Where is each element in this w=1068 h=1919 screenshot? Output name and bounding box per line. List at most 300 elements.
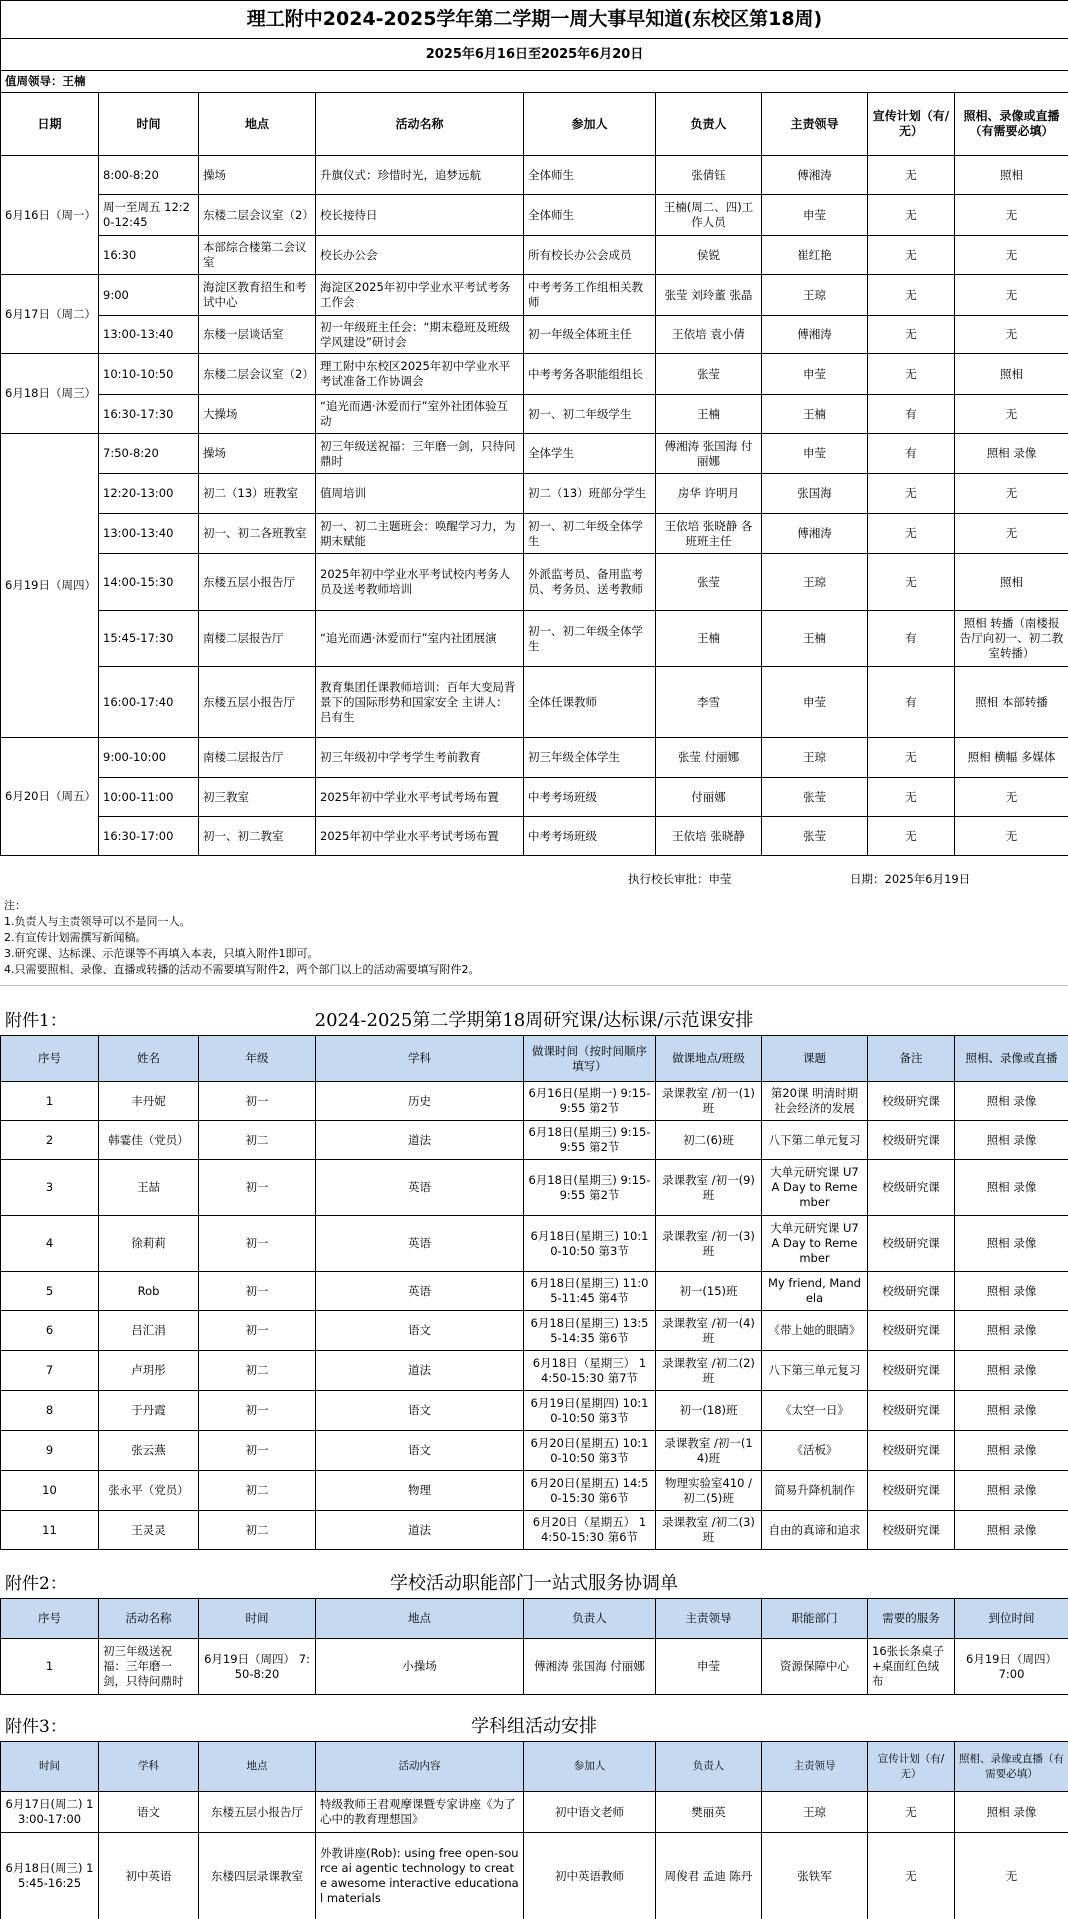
table-row bbox=[1, 1082, 1068, 1121]
column-header: 负责人 bbox=[656, 1742, 762, 1792]
appendix1-cell: 照相 录像 bbox=[955, 1431, 1068, 1471]
activity-cell: 2025年初中学业水平考试考场布置 bbox=[316, 817, 524, 856]
appendix1-cell: 初一 bbox=[199, 1311, 316, 1351]
appendix1-cell: 6月20日(星期五) 10:10-10:50 第3节 bbox=[524, 1431, 656, 1471]
section-label: 附件2： bbox=[5, 1574, 67, 1594]
place-cell: 海淀区教育招生和考试中心 bbox=[199, 275, 316, 316]
table-row bbox=[1, 1351, 1068, 1391]
table-row bbox=[1, 1833, 1068, 1919]
place-cell: 东楼一层谈话室 bbox=[199, 316, 316, 354]
activity-cell: “追光而遇·沐爱而行”室内社团展演 bbox=[316, 611, 524, 667]
media-cell: 无 bbox=[955, 275, 1068, 316]
appendix1-cell: 语文 bbox=[316, 1391, 524, 1431]
appendix1-heading bbox=[0, 1006, 1068, 1030]
appendix1-cell: 2 bbox=[1, 1121, 99, 1160]
leader-cell: 王琼 bbox=[762, 554, 868, 611]
time-cell: 16:30 bbox=[99, 236, 199, 275]
column-header: 地点 bbox=[316, 1599, 524, 1639]
place-cell: 操场 bbox=[199, 156, 316, 195]
appendix1-cell: 语文 bbox=[316, 1311, 524, 1351]
table-row bbox=[1, 434, 1068, 474]
appendix1-cell: 张云燕 bbox=[99, 1431, 199, 1471]
appendix1-cell: 《带上她的眼睛》 bbox=[762, 1311, 868, 1351]
day-cell: 6月17日（周二） bbox=[1, 275, 99, 354]
appendix1-cell: 6月18日(星期三) 9:15-9:55 第2节 bbox=[524, 1160, 656, 1216]
table-row bbox=[1, 1391, 1068, 1431]
appendix1-cell: 大单元研究课 U7 A Day to Remember bbox=[762, 1216, 868, 1272]
column-header: 职能部门 bbox=[762, 1599, 868, 1639]
time-cell: 9:00 bbox=[99, 275, 199, 316]
owner-cell: 王楠(周二、四)工作人员 bbox=[656, 195, 762, 236]
duty-leader: 值周领导：王楠 bbox=[1, 71, 1068, 93]
appendix1-cell: 5 bbox=[1, 1272, 99, 1311]
appendix1-cell: 7 bbox=[1, 1351, 99, 1391]
participants-cell: 所有校长办公会成员 bbox=[524, 236, 656, 275]
media-cell: 照相 bbox=[955, 156, 1068, 195]
appendix2-cell: 申莹 bbox=[656, 1639, 762, 1695]
column-header: 时间 bbox=[99, 93, 199, 156]
appendix1-cell: 6月18日(星期三) 11:05-11:45 第4节 bbox=[524, 1272, 656, 1311]
owner-cell: 张莹 bbox=[656, 354, 762, 395]
owner-cell: 侯锐 bbox=[656, 236, 762, 275]
appendix3-cell: 6月17日(周二) 13:00-17:00 bbox=[1, 1792, 99, 1833]
table-row bbox=[1, 514, 1068, 554]
table-row bbox=[1, 316, 1068, 354]
appendix1-cell: 录课教室 /初一(4)班 bbox=[656, 1311, 762, 1351]
publicity-cell: 无 bbox=[868, 514, 955, 554]
appendix1-cell: 6月20日（星期五） 14:50-15:30 第6节 bbox=[524, 1511, 656, 1550]
column-header: 参加人 bbox=[524, 93, 656, 156]
appendix1-cell: 校级研究课 bbox=[868, 1121, 955, 1160]
appendix1-cell: 第20课 明清时期社会经济的发展 bbox=[762, 1082, 868, 1121]
appendix3-cell: 无 bbox=[955, 1833, 1068, 1919]
owner-cell: 王依培 张晓静 bbox=[656, 817, 762, 856]
leader-cell: 张莹 bbox=[762, 778, 868, 817]
appendix1-cell: 物理实验室410 /初二(5)班 bbox=[656, 1471, 762, 1511]
owner-cell: 王依培 张晓静 各班班主任 bbox=[656, 514, 762, 554]
column-header: 照相、录像或直播（有需要必填） bbox=[955, 93, 1068, 156]
appendix1-cell: 初二 bbox=[199, 1471, 316, 1511]
participants-cell: 中考考务工作组相关教师 bbox=[524, 275, 656, 316]
place-cell: 大操场 bbox=[199, 395, 316, 434]
note-line: 4.只需要照相、录像、直播或转播的活动不需要填写附件2，两个部门以上的活动需要填写附件2。 bbox=[4, 963, 480, 976]
media-cell: 照相 录像 bbox=[955, 434, 1068, 474]
appendix1-cell: 丰丹妮 bbox=[99, 1082, 199, 1121]
section-label: 附件3： bbox=[5, 1717, 67, 1737]
note-line: 2.有宣传计划需撰写新闻稿。 bbox=[4, 931, 147, 944]
appendix2-heading bbox=[0, 1569, 1068, 1593]
appendix1-cell: 初一 bbox=[199, 1160, 316, 1216]
leader-cell: 傅湘涛 bbox=[762, 316, 868, 354]
publicity-cell: 有 bbox=[868, 667, 955, 738]
column-header: 需要的服务 bbox=[868, 1599, 955, 1639]
place-cell: 东楼二层会议室（2） bbox=[199, 354, 316, 395]
column-header: 宣传计划（有/无） bbox=[868, 1742, 955, 1792]
column-header: 学科 bbox=[316, 1036, 524, 1082]
section-title: 2024-2025第二学期第18周研究课/达标课/示范课安排 bbox=[314, 1010, 754, 1031]
appendix1-cell: 英语 bbox=[316, 1272, 524, 1311]
day-cell: 6月19日（周四） bbox=[1, 434, 99, 738]
owner-cell: 王楠 bbox=[656, 611, 762, 667]
leader-cell: 傅湘涛 bbox=[762, 514, 868, 554]
appendix2-cell: 傅湘涛 张国海 付丽娜 bbox=[524, 1639, 656, 1695]
notes bbox=[4, 898, 480, 978]
column-header: 负责人 bbox=[656, 93, 762, 156]
column-header: 时间 bbox=[199, 1599, 316, 1639]
place-cell: 东楼五层小报告厅 bbox=[199, 554, 316, 611]
appendix1-cell: 王灵灵 bbox=[99, 1511, 199, 1550]
appendix1-cell: 照相 录像 bbox=[955, 1216, 1068, 1272]
column-header: 主责领导 bbox=[656, 1599, 762, 1639]
column-header: 序号 bbox=[1, 1036, 99, 1082]
leader-cell: 王琼 bbox=[762, 738, 868, 778]
appendix1-cell: 录课教室 /初一(1)班 bbox=[656, 1082, 762, 1121]
appendix3-cell: 无 bbox=[868, 1792, 955, 1833]
table-row bbox=[1, 1431, 1068, 1471]
appendix1-cell: 初一(18)班 bbox=[656, 1391, 762, 1431]
appendix1-cell: 道法 bbox=[316, 1351, 524, 1391]
appendix1-cell: 9 bbox=[1, 1431, 99, 1471]
appendix1-cell: 初一(15)班 bbox=[656, 1272, 762, 1311]
media-cell: 无 bbox=[955, 195, 1068, 236]
time-cell: 7:50-8:20 bbox=[99, 434, 199, 474]
appendix1-cell: 6月18日(星期三) 10:10-10:50 第3节 bbox=[524, 1216, 656, 1272]
table-row bbox=[1, 354, 1068, 395]
leader-cell: 傅湘涛 bbox=[762, 156, 868, 195]
appendix1-cell: 照相 录像 bbox=[955, 1311, 1068, 1351]
media-cell: 照相 bbox=[955, 554, 1068, 611]
publicity-cell: 无 bbox=[868, 354, 955, 395]
appendix1-cell: 6月18日（星期三） 14:50-15:30 第7节 bbox=[524, 1351, 656, 1391]
table-row bbox=[1, 1511, 1068, 1550]
appendix1-cell: 八下第三单元复习 bbox=[762, 1351, 868, 1391]
table-row bbox=[1, 395, 1068, 434]
appendix1-cell: 4 bbox=[1, 1216, 99, 1272]
appendix1-cell: 物理 bbox=[316, 1471, 524, 1511]
appendix1-cell: 王喆 bbox=[99, 1160, 199, 1216]
appendix1-cell: 英语 bbox=[316, 1216, 524, 1272]
media-cell: 照相 bbox=[955, 354, 1068, 395]
table-row bbox=[1, 1792, 1068, 1833]
leader-cell: 张莹 bbox=[762, 817, 868, 856]
appendix1-cell: 自由的真谛和追求 bbox=[762, 1511, 868, 1550]
appendix1-cell: 大单元研究课 U7 A Day to Remember bbox=[762, 1160, 868, 1216]
media-cell: 无 bbox=[955, 474, 1068, 514]
appendix2-table bbox=[0, 1598, 1068, 1695]
publicity-cell: 有 bbox=[868, 395, 955, 434]
activity-cell: 初一、初二主题班会：唤醒学习力，为期末赋能 bbox=[316, 514, 524, 554]
place-cell: 初三教室 bbox=[199, 778, 316, 817]
appendix3-cell: 周俊君 孟迪 陈丹 bbox=[656, 1833, 762, 1919]
appendix1-cell: 初一 bbox=[199, 1272, 316, 1311]
appendix1-cell: 校级研究课 bbox=[868, 1431, 955, 1471]
participants-cell: 初一年级全体班主任 bbox=[524, 316, 656, 354]
participants-cell: 全体师生 bbox=[524, 156, 656, 195]
place-cell: 初一、初二各班教室 bbox=[199, 514, 316, 554]
time-cell: 9:00-10:00 bbox=[99, 738, 199, 778]
media-cell: 照相 本部转播 bbox=[955, 667, 1068, 738]
appendix2-cell: 6月19日（周四） 7:00 bbox=[955, 1639, 1068, 1695]
appendix1-cell: 校级研究课 bbox=[868, 1160, 955, 1216]
activity-cell: 教育集团任课教师培训：百年大变局背景下的国际形势和国家安全 主讲人：吕有生 bbox=[316, 667, 524, 738]
activity-cell: 升旗仪式：珍惜时光，追梦远航 bbox=[316, 156, 524, 195]
appendix1-cell: 校级研究课 bbox=[868, 1311, 955, 1351]
table-row bbox=[1, 738, 1068, 778]
column-header: 序号 bbox=[1, 1599, 99, 1639]
appendix2-cell: 16张长条桌子+桌面红色绒布 bbox=[868, 1639, 955, 1695]
appendix1-cell: 录课教室 /初一(3)班 bbox=[656, 1216, 762, 1272]
appendix1-cell: 初二 bbox=[199, 1121, 316, 1160]
approval-date: 日期：2025年6月19日 bbox=[850, 872, 971, 886]
activity-cell: 2025年初中学业水平考试考场布置 bbox=[316, 778, 524, 817]
owner-cell: 房华 许明月 bbox=[656, 474, 762, 514]
appendix1-cell: 语文 bbox=[316, 1431, 524, 1471]
publicity-cell: 无 bbox=[868, 156, 955, 195]
table-row bbox=[1, 1639, 1068, 1695]
appendix3-cell: 张铁军 bbox=[762, 1833, 868, 1919]
appendix1-cell: 校级研究课 bbox=[868, 1082, 955, 1121]
place-cell: 东楼五层小报告厅 bbox=[199, 667, 316, 738]
appendix1-cell: 吕汇涓 bbox=[99, 1311, 199, 1351]
appendix1-cell: 10 bbox=[1, 1471, 99, 1511]
appendix1-cell: 照相 录像 bbox=[955, 1160, 1068, 1216]
participants-cell: 初一、初二年级学生 bbox=[524, 395, 656, 434]
appendix1-cell: 于丹霞 bbox=[99, 1391, 199, 1431]
activity-cell: 初三年级初中学考学生考前教育 bbox=[316, 738, 524, 778]
column-header: 年级 bbox=[199, 1036, 316, 1082]
place-cell: 东楼二层会议室（2） bbox=[199, 195, 316, 236]
participants-cell: 初一、初二年级全体学生 bbox=[524, 611, 656, 667]
leader-cell: 王琼 bbox=[762, 275, 868, 316]
column-header: 活动内容 bbox=[316, 1742, 524, 1792]
time-cell: 10:00-11:00 bbox=[99, 778, 199, 817]
place-cell: 南楼二层报告厅 bbox=[199, 738, 316, 778]
appendix1-cell: 简易升降机制作 bbox=[762, 1471, 868, 1511]
appendix1-table bbox=[0, 1035, 1068, 1550]
publicity-cell: 无 bbox=[868, 316, 955, 354]
table-row bbox=[1, 236, 1068, 275]
note-line: 3.研究课、达标课、示范课等不再填入本表，只填入附件1即可。 bbox=[4, 947, 319, 960]
column-header: 照相、录像或直播（有需要必填） bbox=[955, 1742, 1068, 1792]
publicity-cell: 有 bbox=[868, 434, 955, 474]
appendix1-cell: 校级研究课 bbox=[868, 1216, 955, 1272]
leader-cell: 王楠 bbox=[762, 611, 868, 667]
column-header: 做课地点/班级 bbox=[656, 1036, 762, 1082]
media-cell: 无 bbox=[955, 236, 1068, 275]
table-row bbox=[1, 1160, 1068, 1216]
appendix1-cell: 录课教室 /初二(3)班 bbox=[656, 1511, 762, 1550]
table-row bbox=[1, 275, 1068, 316]
weekly-events-table bbox=[0, 0, 1068, 856]
participants-cell: 初三年级全体学生 bbox=[524, 738, 656, 778]
leader-cell: 申莹 bbox=[762, 667, 868, 738]
day-cell: 6月16日（周一） bbox=[1, 156, 99, 275]
activity-cell: 2025年初中学业水平考试校内考务人员及送考教师培训 bbox=[316, 554, 524, 611]
participants-cell: 全体师生 bbox=[524, 195, 656, 236]
appendix3-cell: 樊丽英 bbox=[656, 1792, 762, 1833]
time-cell: 13:00-13:40 bbox=[99, 514, 199, 554]
appendix1-cell: 照相 录像 bbox=[955, 1272, 1068, 1311]
activity-cell: 校长接待日 bbox=[316, 195, 524, 236]
participants-cell: 中考考场班级 bbox=[524, 817, 656, 856]
leader-cell: 申莹 bbox=[762, 195, 868, 236]
publicity-cell: 无 bbox=[868, 738, 955, 778]
time-cell: 15:45-17:30 bbox=[99, 611, 199, 667]
appendix2-cell: 6月19日（周四） 7:50-8:20 bbox=[199, 1639, 316, 1695]
appendix1-cell: 6 bbox=[1, 1311, 99, 1351]
activity-cell: 值周培训 bbox=[316, 474, 524, 514]
table-row bbox=[1, 1272, 1068, 1311]
table-row bbox=[1, 1311, 1068, 1351]
publicity-cell: 无 bbox=[868, 474, 955, 514]
day-cell: 6月20日（周五） bbox=[1, 738, 99, 856]
time-cell: 16:30-17:00 bbox=[99, 817, 199, 856]
column-header: 日期 bbox=[1, 93, 99, 156]
appendix2-cell: 资源保障中心 bbox=[762, 1639, 868, 1695]
column-header: 宣传计划（有/无） bbox=[868, 93, 955, 156]
appendix1-cell: 校级研究课 bbox=[868, 1351, 955, 1391]
appendix1-cell: 张永平（党员） bbox=[99, 1471, 199, 1511]
column-header: 姓名 bbox=[99, 1036, 199, 1082]
appendix3-cell: 无 bbox=[868, 1833, 955, 1919]
owner-cell: 张莹 付丽娜 bbox=[656, 738, 762, 778]
appendix1-cell: 照相 录像 bbox=[955, 1391, 1068, 1431]
media-cell: 无 bbox=[955, 778, 1068, 817]
appendix2-cell: 小操场 bbox=[316, 1639, 524, 1695]
time-cell: 10:10-10:50 bbox=[99, 354, 199, 395]
place-cell: 本部综合楼第二会议室 bbox=[199, 236, 316, 275]
appendix1-cell: 6月20日(星期五) 14:50-15:30 第6节 bbox=[524, 1471, 656, 1511]
section-title: 学科组活动安排 bbox=[471, 1716, 597, 1737]
column-header: 活动名称 bbox=[99, 1599, 199, 1639]
media-cell: 照相 转播（南楼报告厅向初一、初二教室转播） bbox=[955, 611, 1068, 667]
media-cell: 照相 横幅 多媒体 bbox=[955, 738, 1068, 778]
appendix1-cell: 《活板》 bbox=[762, 1431, 868, 1471]
column-header: 照相、录像或直播 bbox=[955, 1036, 1068, 1082]
appendix3-cell: 王琼 bbox=[762, 1792, 868, 1833]
appendix1-cell: 英语 bbox=[316, 1160, 524, 1216]
column-header: 做课时间（按时间顺序填写） bbox=[524, 1036, 656, 1082]
appendix1-cell: 历史 bbox=[316, 1082, 524, 1121]
appendix1-cell: 初一 bbox=[199, 1431, 316, 1471]
time-cell: 14:00-15:30 bbox=[99, 554, 199, 611]
column-header: 地点 bbox=[199, 93, 316, 156]
activity-cell: 初三年级送祝福：三年磨一剑，只待问鼎时 bbox=[316, 434, 524, 474]
appendix1-cell: 1 bbox=[1, 1082, 99, 1121]
participants-cell: 初一、初二年级全体学生 bbox=[524, 514, 656, 554]
publicity-cell: 有 bbox=[868, 611, 955, 667]
appendix2-cell: 初三年级送祝福：三年磨一剑，只待问鼎时 bbox=[99, 1639, 199, 1695]
appendix1-cell: 道法 bbox=[316, 1511, 524, 1550]
media-cell: 无 bbox=[955, 514, 1068, 554]
appendix1-cell: 11 bbox=[1, 1511, 99, 1550]
participants-cell: 中考考场班级 bbox=[524, 778, 656, 817]
appendix1-cell: 初一 bbox=[199, 1082, 316, 1121]
note-line: 注： bbox=[4, 899, 26, 912]
participants-cell: 全体任课教师 bbox=[524, 667, 656, 738]
time-cell: 周一至周五 12:20-12:45 bbox=[99, 195, 199, 236]
appendix1-cell: 录课教室 /初一(14)班 bbox=[656, 1431, 762, 1471]
appendix1-cell: 6月18日(星期三) 13:55-14:35 第6节 bbox=[524, 1311, 656, 1351]
owner-cell: 王依培 袁小倩 bbox=[656, 316, 762, 354]
place-cell: 操场 bbox=[199, 434, 316, 474]
appendix1-cell: My friend, Mandela bbox=[762, 1272, 868, 1311]
time-cell: 8:00-8:20 bbox=[99, 156, 199, 195]
appendix1-cell: 初二 bbox=[199, 1351, 316, 1391]
table-row bbox=[1, 195, 1068, 236]
appendix3-cell: 语文 bbox=[99, 1792, 199, 1833]
appendix1-cell: 3 bbox=[1, 1160, 99, 1216]
column-header: 课题 bbox=[762, 1036, 868, 1082]
table-row bbox=[1, 667, 1068, 738]
appendix3-heading bbox=[0, 1712, 1068, 1736]
time-cell: 16:30-17:30 bbox=[99, 395, 199, 434]
publicity-cell: 无 bbox=[868, 195, 955, 236]
media-cell: 无 bbox=[955, 395, 1068, 434]
appendix3-cell: 初中语文老师 bbox=[524, 1792, 656, 1833]
table-row bbox=[1, 1121, 1068, 1160]
leader-cell: 申莹 bbox=[762, 434, 868, 474]
appendix1-cell: 照相 录像 bbox=[955, 1121, 1068, 1160]
section-label: 附件1： bbox=[5, 1011, 67, 1031]
appendix1-cell: 录课教室 /初二(2)班 bbox=[656, 1351, 762, 1391]
publicity-cell: 无 bbox=[868, 275, 955, 316]
appendix1-cell: 八下第二单元复习 bbox=[762, 1121, 868, 1160]
appendix1-cell: 照相 录像 bbox=[955, 1082, 1068, 1121]
appendix1-cell: 道法 bbox=[316, 1121, 524, 1160]
appendix3-table bbox=[0, 1741, 1068, 1919]
table-row bbox=[1, 1216, 1068, 1272]
appendix1-cell: 照相 录像 bbox=[955, 1471, 1068, 1511]
leader-cell: 崔红艳 bbox=[762, 236, 868, 275]
leader-cell: 申莹 bbox=[762, 354, 868, 395]
publicity-cell: 无 bbox=[868, 778, 955, 817]
appendix1-cell: 6月18日(星期三) 9:15-9:55 第2节 bbox=[524, 1121, 656, 1160]
appendix3-cell: 东楼五层小报告厅 bbox=[199, 1792, 316, 1833]
approval-signature: 执行校长审批：申莹 bbox=[628, 872, 732, 886]
column-header: 负责人 bbox=[524, 1599, 656, 1639]
column-header: 地点 bbox=[199, 1742, 316, 1792]
day-cell: 6月18日（周三） bbox=[1, 354, 99, 434]
table-row bbox=[1, 778, 1068, 817]
appendix1-cell: 校级研究课 bbox=[868, 1471, 955, 1511]
appendix1-cell: 初二(6)班 bbox=[656, 1121, 762, 1160]
appendix1-cell: 校级研究课 bbox=[868, 1511, 955, 1550]
section-title: 学校活动职能部门一站式服务协调单 bbox=[390, 1573, 678, 1594]
publicity-cell: 无 bbox=[868, 236, 955, 275]
appendix1-cell: 校级研究课 bbox=[868, 1272, 955, 1311]
appendix1-cell: 韩霎佳（党员） bbox=[99, 1121, 199, 1160]
participants-cell: 全体学生 bbox=[524, 434, 656, 474]
owner-cell: 付丽娜 bbox=[656, 778, 762, 817]
owner-cell: 张莹 bbox=[656, 554, 762, 611]
appendix1-cell: 校级研究课 bbox=[868, 1391, 955, 1431]
appendix1-cell: 6月19日(星期四) 10:10-10:50 第3节 bbox=[524, 1391, 656, 1431]
appendix1-cell: 录课教室 /初一(9)班 bbox=[656, 1160, 762, 1216]
leader-cell: 张国海 bbox=[762, 474, 868, 514]
place-cell: 初一、初二教室 bbox=[199, 817, 316, 856]
appendix1-cell: 初一 bbox=[199, 1216, 316, 1272]
column-header: 学科 bbox=[99, 1742, 199, 1792]
appendix1-cell: 《太空一日》 bbox=[762, 1391, 868, 1431]
appendix3-cell: 特级教师王君观摩课暨专家讲座《为了心中的教育理想国》 bbox=[316, 1792, 524, 1833]
column-header: 活动名称 bbox=[316, 93, 524, 156]
appendix1-cell: 初二 bbox=[199, 1511, 316, 1550]
participants-cell: 外派监考员、备用监考员、考务员、送考教师 bbox=[524, 554, 656, 611]
appendix1-cell: 卢玥彤 bbox=[99, 1351, 199, 1391]
media-cell: 无 bbox=[955, 817, 1068, 856]
activity-cell: 初一年级班主任会：“期末稳班及班级学风建设”研讨会 bbox=[316, 316, 524, 354]
